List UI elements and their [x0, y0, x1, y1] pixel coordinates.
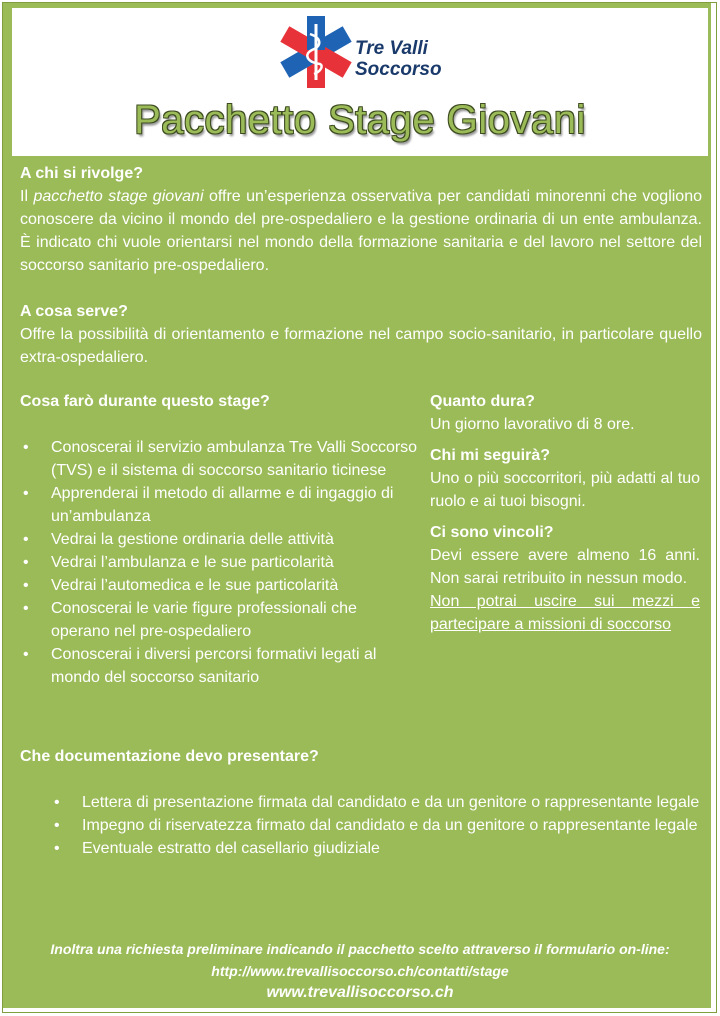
documents-list — [20, 791, 700, 860]
list-item: • Conoscerai le varie figure professionali che operano nel pre-ospedaliero — [23, 600, 357, 640]
constraints-heading: Ci sono vincoli? — [430, 524, 554, 541]
activities-list — [20, 436, 420, 689]
section1-text — [20, 185, 702, 277]
section4-heading: Che documentazione devo presentare? — [20, 748, 319, 765]
list-item-text: Lettera di presentazione firmata dal candidato e da un genitore o rappresentante legale — [82, 794, 700, 811]
section1-heading: A chi si rivolge? — [20, 165, 143, 182]
section1-text-italic: pacchetto stage giovani — [33, 188, 204, 205]
section2-text: Offre la possibilità di orientamento e formazione nel campo socio-sanitario, in particolare quello extra-ospedaliero. — [20, 326, 702, 366]
footer-instruction: Inoltra una richiesta preliminare indicando il pacchetto scelto attraverso il formulario on-line: — [50, 941, 670, 957]
section3-heading: Cosa farò durante questo stage? — [20, 393, 270, 410]
activities-column — [20, 390, 420, 689]
intro-sections — [20, 162, 702, 369]
section2-heading: A cosa serve? — [20, 303, 128, 320]
duration-heading: Quanto dura? — [430, 393, 535, 410]
list-item: • Conoscerai i diversi percorsi formativi legati al mondo del soccorso sanitario — [23, 646, 377, 686]
footer-website-link[interactable]: www.trevallisoccorso.ch — [266, 984, 454, 1001]
list-item-text: Vedrai la gestione ordinaria delle attività — [51, 531, 334, 548]
tutor-heading: Chi mi seguirà? — [430, 447, 551, 464]
list-item-text: Conoscerai il servizio ambulanza Tre Valli Soccorso (TVS) e il sistema di soccorso sanitario ticinese — [51, 439, 418, 479]
page-title: Pacchetto Stage Giovani — [134, 98, 586, 142]
list-item-text: Vedrai l’ambulanza e le sue particolarità — [51, 554, 334, 571]
list-item-text: Apprenderai il metodo di allarme e di ingaggio di un’ambulanza — [51, 485, 394, 525]
list-item-text: Impegno di riservatezza firmato dal candidato e da un genitore o rappresentante legale — [82, 817, 698, 834]
list-item: • Vedrai l’ambulanza e le sue particolarità — [23, 554, 334, 571]
list-item-text: Vedrai l’automedica e le sue particolarità — [51, 577, 339, 594]
section1-text-prefix: Il — [20, 188, 34, 205]
section1-text-rest: offre un’esperienza osservativa per candidati minorenni che vogliono conoscere da vicino il mondo del pre-ospedaliero e la gestione ordinaria di un ente ambulanza. È indicato chi vuole orientarsi nel mondo della formazione sanitaria e del lavoro nel settore del soccorso sanitario pre-ospedaliero. — [20, 188, 702, 274]
logo-text — [355, 38, 442, 80]
footer-form-link[interactable]: http://www.trevallisoccorso.ch/contatti/stage — [211, 963, 509, 979]
list-item-text: Conoscerai le varie figure professionali che operano nel pre-ospedaliero — [51, 600, 357, 640]
logo-line1: Tre Valli — [355, 38, 428, 59]
list-item-text: Conoscerai i diversi percorsi formativi legati al mondo del soccorso sanitario — [51, 646, 377, 686]
list-item: • Conoscerai il servizio ambulanza Tre Valli Soccorso (TVS) e il sistema di soccorso sanitario ticinese — [23, 439, 418, 479]
logo-line2: Soccorso — [355, 59, 442, 80]
list-item-text: Eventuale estratto del casellario giudiziale — [82, 840, 380, 857]
documents-section — [20, 745, 700, 860]
list-item: • Vedrai l’automedica e le sue particolarità — [23, 577, 339, 594]
list-item: • Apprenderai il metodo di allarme e di ingaggio di un’ambulanza — [23, 485, 394, 525]
list-item: • Eventuale estratto del casellario giudiziale — [54, 840, 380, 857]
constraints-underlined-text: Non potrai uscire sui mezzi e partecipare a missioni di soccorso — [430, 593, 700, 633]
info-column — [430, 390, 700, 636]
list-item: • Vedrai la gestione ordinaria delle attività — [23, 531, 334, 548]
list-item: • Impegno di riservatezza firmato dal candidato e da un genitore o rappresentante legale — [54, 817, 698, 834]
tutor-text: Uno o più soccorritori, più adatti al tuo ruolo e ai tuoi bisogni. — [430, 470, 700, 510]
footer — [0, 938, 720, 1004]
constraints-text: Devi essere avere almeno 16 anni. Non sarai retribuito in nessun modo. — [430, 547, 700, 587]
list-item: • Lettera di presentazione firmata dal candidato e da un genitore o rappresentante legale — [54, 794, 700, 811]
duration-text: Un giorno lavorativo di 8 ore. — [430, 416, 635, 433]
